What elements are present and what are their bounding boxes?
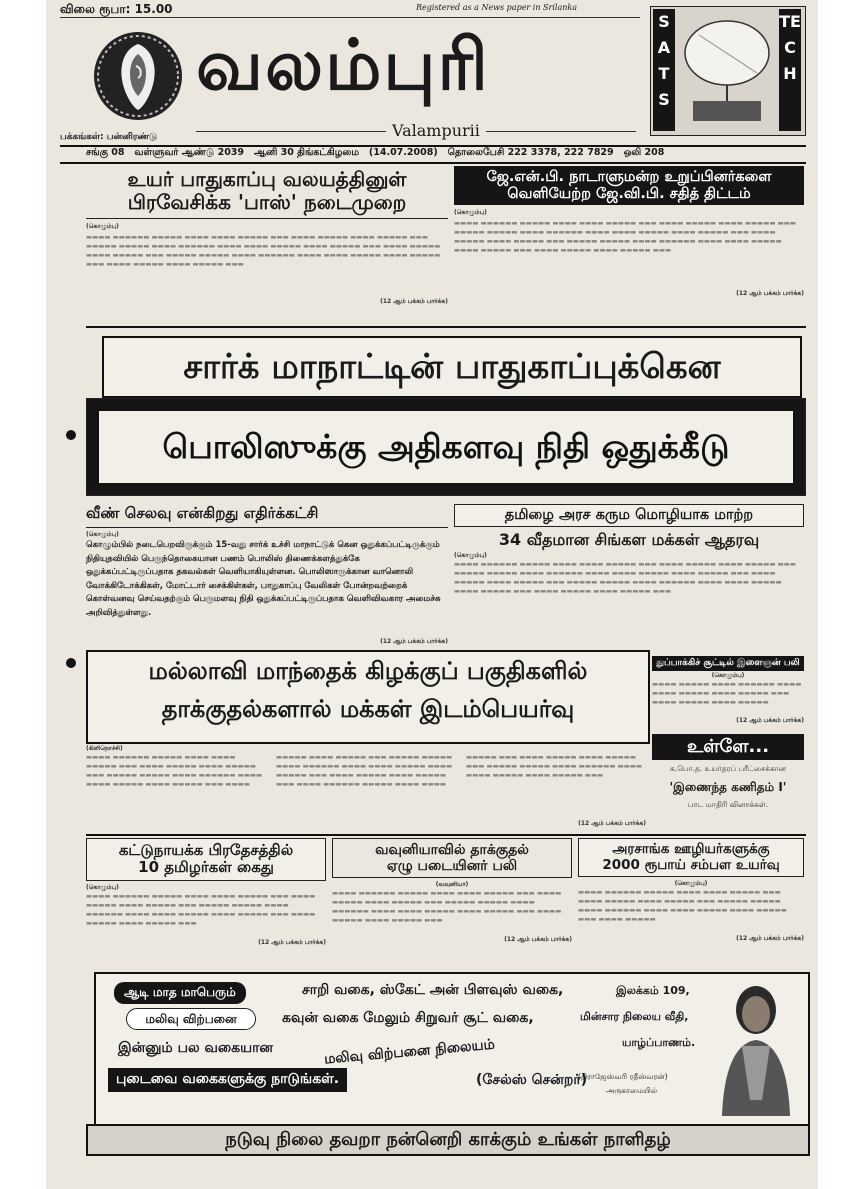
footer-slogan: நடுவு நிலை தவறா நன்னெறி காக்கும் உங்கள் நாளிதழ் [225,1129,671,1150]
tech-label [779,9,801,131]
masthead-rule-right [486,131,636,132]
story2-headline-1: ஜே.என்.பி. நாடாளுமன்ற உறுப்பினர்களை [486,169,772,185]
story8-dateline: (வவுனியா) [435,881,469,889]
story2-headline-2: வெளியேற்ற ஜே.வி.பி. சதித் திட்டம் [507,185,751,202]
story-opposition [86,504,448,652]
story7-dateline: (கொழும்பு) [86,883,119,891]
inside-line-1: க.பொ.த. உயர்தரப் பரீட்சைக்கான [670,764,786,773]
story8-headline-box [332,838,572,878]
inside-highlight: 'இணைந்த கணிதம் I' [669,780,787,794]
story2-headline-box [454,166,804,205]
story5-body-text: ▬▬▬▬ ▬▬▬▬▬▬ ▬▬▬▬▬ ▬▬▬▬ ▬▬▬▬ ▬▬▬▬▬ ▬▬▬ ▬▬▬▬ ▬▬▬▬▬ ▬▬▬▬ ▬▬▬▬▬ ▬▬▬ ▬▬▬▬▬ ▬▬▬▬▬ ▬▬▬▬ ▬▬▬▬▬▬ ▬▬▬▬ ▬▬▬▬ ▬▬▬▬▬ ▬▬▬▬ ▬▬▬▬▬ ▬▬▬ ▬▬▬▬ ▬▬▬▬▬ ▬▬▬▬ ▬▬▬▬▬ ▬▬▬ ▬▬▬▬▬ ▬▬▬▬▬ ▬▬▬▬ ▬▬▬▬▬▬ ▬▬▬▬ ▬▬▬▬ ▬▬▬▬▬ ▬▬▬▬ ▬▬▬▬▬ ▬▬▬ ▬▬▬▬ ▬▬▬▬▬ ▬▬▬▬ ▬▬▬▬▬ ▬▬▬ ▬▬▬▬ ▬▬▬▬▬▬ ▬▬▬▬▬ ▬▬▬▬ ▬▬▬▬ ▬▬▬▬▬ ▬▬▬ ▬▬▬▬ ▬▬▬▬▬ ▬▬▬▬ ▬▬▬▬▬ ▬▬▬ ▬▬▬▬▬ ▬▬▬▬▬ ▬▬▬▬ ▬▬▬▬▬▬ ▬▬▬▬ ▬▬▬▬ ▬▬▬▬▬ ▬▬▬▬ ▬▬▬▬▬ ▬▬▬ [86,753,643,788]
sats-label [653,9,675,131]
story8-continued: (12 ஆம் பக்கம் பார்க்க) [504,936,572,944]
advert-address-3: யாழ்ப்பாணம். [622,1036,696,1049]
advert-address-2: மின்சார நிலைய வீதி, [580,1010,689,1023]
issue-rule-bottom [60,162,806,164]
story5-headline-2: தாக்குதல்களால் மக்கள் இடம்பெயர்வு [161,694,575,723]
advert-shop: மலிவு விற்பனை நிலையம் [323,1036,496,1068]
story1-body-text: ▬▬▬▬ ▬▬▬▬▬▬ ▬▬▬▬▬ ▬▬▬▬ ▬▬▬▬ ▬▬▬▬▬ ▬▬▬ ▬▬▬▬ ▬▬▬▬▬ ▬▬▬▬ ▬▬▬▬▬ ▬▬▬ ▬▬▬▬▬ ▬▬▬▬▬ ▬▬▬▬ ▬▬▬▬▬▬ ▬▬▬▬ ▬▬▬▬ ▬▬▬▬▬ ▬▬▬▬ ▬▬▬▬▬ ▬▬▬ ▬▬▬▬ ▬▬▬▬▬ ▬▬▬▬ ▬▬▬▬▬ ▬▬▬ ▬▬▬▬▬ ▬▬▬▬▬ ▬▬▬▬ ▬▬▬▬▬▬ ▬▬▬▬ ▬▬▬▬ ▬▬▬▬▬ ▬▬▬▬ ▬▬▬▬▬ ▬▬▬ ▬▬▬▬ ▬▬▬▬▬ ▬▬▬▬ ▬▬▬▬▬ ▬▬▬ [86,233,441,268]
masthead-title: வலம்புரி [196,24,490,106]
inside-title: உள்ளே... [652,734,804,760]
bullet-dot [66,430,76,440]
footer-slogan-box [86,1124,810,1156]
story1-dateline: (கொழும்பு) [86,223,119,230]
story-salary-increase [578,838,804,968]
masthead-english: Valampurii [392,121,480,140]
price-label: விலை ரூபா: 15.00 [60,2,173,16]
lower-rule [86,834,806,836]
story3-dateline: (கொழும்பு) [86,531,119,538]
story1-continued: (12 ஆம் பக்கம் பார்க்க) [380,298,448,305]
bullet-dot-2 [66,658,76,668]
sats-text: SATS [657,12,671,109]
story6-dateline: (கொழும்பு) [711,672,745,679]
advert-shop-en: (சேல்ஸ் சென்றர்) [476,1072,588,1088]
story5-headline-box [86,650,650,744]
story5-body [86,744,646,832]
story9-headline-box [578,838,804,877]
advert-box [94,972,810,1126]
tech-text: TECH [779,12,801,83]
story5-dateline: (கிளிநொச்சி) [86,745,123,752]
advert-line-1: சாறி வகை, ஸ்கேட் அன் பிளவுஸ் வகை, [302,982,564,998]
story-jvp-plot [454,166,804,323]
issue-line: சங்கு 08 வள்ளுவர் ஆண்டு 2039 ஆனி 30 திங்கட்கிழமை (14.07.2008) தொலைபேசி 222 3378, 222 7829 ஒலி 208 [86,147,665,158]
story4-body-text: ▬▬▬▬ ▬▬▬▬▬▬ ▬▬▬▬▬ ▬▬▬▬ ▬▬▬▬ ▬▬▬▬▬ ▬▬▬ ▬▬▬▬ ▬▬▬▬▬ ▬▬▬▬ ▬▬▬▬▬ ▬▬▬ ▬▬▬▬▬ ▬▬▬▬▬ ▬▬▬▬ ▬▬▬▬▬▬ ▬▬▬▬ ▬▬▬▬ ▬▬▬▬▬ ▬▬▬▬ ▬▬▬▬▬ ▬▬▬ ▬▬▬▬ ▬▬▬▬▬ ▬▬▬▬ ▬▬▬▬▬ ▬▬▬ ▬▬▬▬▬ ▬▬▬▬▬ ▬▬▬▬ ▬▬▬▬▬▬ ▬▬▬▬ ▬▬▬▬ ▬▬▬▬▬ ▬▬▬▬ ▬▬▬▬▬ ▬▬▬ ▬▬▬▬ ▬▬▬▬▬ ▬▬▬▬ ▬▬▬▬▬ ▬▬▬ [454,560,797,596]
advert-tag-2: மலிவு விற்பனை [126,1008,256,1030]
story8-headline-2: ஏழு படையினர் பலி [386,858,518,875]
story5-continued: (12 ஆம் பக்கம் பார்க்க) [578,820,646,827]
advert-tag-1: ஆடி மாத மாபெரும் [114,982,246,1004]
story9-headline-1: அரசாங்க ஊழியர்களுக்கு [612,841,770,857]
story4-headline-1 [454,504,804,527]
satellite-dish-icon [679,15,775,125]
inside-line-2: பாட மாதிரி வினாக்கள். [687,800,769,809]
lead-headline-2-plate [97,409,795,485]
story-pass-system [86,166,448,323]
story-shooting [652,656,804,728]
story4-headline-1-text: தமிழை அரச கரும மொழியாக மாற்ற [504,507,754,523]
story7-headline-2: 10 தமிழர்கள் கைது [138,858,274,877]
story2-dateline: (கொழும்பு) [454,209,487,217]
advert-line-3: இன்னும் பல வகையான [118,1040,273,1056]
lead-headline-box-2 [86,398,806,496]
advert-owner: (திராஜேஸ்வரி ரதீஸ்வரன்) [578,1072,668,1081]
story-katunayake [86,838,326,968]
story4-headline-2: 34 வீதமான சிங்கள மக்கள் ஆதரவு [498,529,760,549]
story8-headline-1: வவுனியாவில் தாக்குதல் [375,842,529,858]
lead-headline-box-1 [102,336,802,398]
story8-body-text: ▬▬▬▬ ▬▬▬▬▬▬ ▬▬▬▬▬ ▬▬▬▬ ▬▬▬▬ ▬▬▬▬▬ ▬▬▬ ▬▬▬▬ ▬▬▬▬▬ ▬▬▬▬ ▬▬▬▬▬ ▬▬▬ ▬▬▬▬▬ ▬▬▬▬▬ ▬▬▬▬ ▬▬▬▬▬▬ ▬▬▬▬ ▬▬▬▬ ▬▬▬▬▬ ▬▬▬▬ ▬▬▬▬▬ ▬▬▬ ▬▬▬▬ ▬▬▬▬▬ ▬▬▬▬ ▬▬▬▬▬ ▬▬▬ [332,889,562,925]
story5-headline-1: மல்லாவி மாந்தைக் கிழக்குப் பகுதிகளில் [148,657,588,685]
advert-owner-role: அருகாமையில் [606,1086,658,1095]
advert-address-1: இலக்கம் 109, [616,984,690,997]
story6-headline: துப்பாக்கிச் சூட்டில் இளைஞன் பலி [652,656,804,671]
story7-continued: (12 ஆம் பக்கம் பார்க்க) [258,938,326,946]
lead-headline-2: பொலிஸுக்கு அதிகளவு நிதி ஒதுக்கீடு [162,427,730,466]
masthead-rule-left [196,131,386,132]
advert-line-4: புடைவை வகைகளுக்கு நாடுங்கள். [108,1068,347,1092]
story-vavuniya [332,838,572,968]
story9-continued: (12 ஆம் பக்கம் பார்க்க) [736,935,804,943]
newspaper-page [46,0,818,1189]
sats-tech-ad [650,6,806,136]
story7-headline-1: கட்டுநாயக்க பிரதேசத்தில் [118,841,294,859]
story2-continued: (12 ஆம் பக்கம் பார்க்க) [736,290,804,298]
story7-headline-box [86,838,326,881]
advert-line-2: கவுன் வகை மேலும் சிறுவர் சூட் வகை, [282,1010,534,1026]
story2-body-text: ▬▬▬▬ ▬▬▬▬▬▬ ▬▬▬▬▬ ▬▬▬▬ ▬▬▬▬ ▬▬▬▬▬ ▬▬▬ ▬▬▬▬ ▬▬▬▬▬ ▬▬▬▬ ▬▬▬▬▬ ▬▬▬ ▬▬▬▬▬ ▬▬▬▬▬ ▬▬▬▬ ▬▬▬▬▬▬ ▬▬▬▬ ▬▬▬▬ ▬▬▬▬▬ ▬▬▬▬ ▬▬▬▬▬ ▬▬▬ ▬▬▬▬ ▬▬▬▬▬ ▬▬▬▬ ▬▬▬▬▬ ▬▬▬ ▬▬▬▬▬ ▬▬▬▬▬ ▬▬▬▬ ▬▬▬▬▬▬ ▬▬▬▬ ▬▬▬▬ ▬▬▬▬▬ ▬▬▬▬ ▬▬▬▬▬ ▬▬▬ ▬▬▬▬ ▬▬▬▬▬ ▬▬▬▬ ▬▬▬▬▬ ▬▬▬ [454,219,797,255]
story9-headline-2: 2000 ரூபாய் சம்பள உயர்வு [602,856,780,873]
conch-logo [92,30,184,122]
story3-body: கொழும்பில் நடைபெறவிருக்கும் 15-வது சார்க் உச்சி மாநாட்டுக் கென ஒதுக்கப்பட்டிருக்கும் நிதியுதவியில் பெருந்தொகையான பணம் பொலிஸ் திணைக்களத்துக்கே ஒதுக்கப்பட்டிருப்பதாக தகவல்கள் வெளியாகியுள்ளன. பொலிஸாருக்கான வானொலி வோக்கிடோக்கிகள், மோட்டார் சைக்கிள்கள், பாதுகாப்பு வேலிகள் போன்றவற்றைக் கொள்வனவு செய்வதற்கும் பெருமளவு நிதி ஒதுக்கப்பட்டிருப்பதாக வெளிவிவகார அமைச்சு அறிவித்துள்ளது. [86,540,441,618]
lead-headline-1: சார்க் மாநாட்டின் பாதுகாப்புக்கென [183,347,721,387]
story7-body-text: ▬▬▬▬ ▬▬▬▬▬▬ ▬▬▬▬▬ ▬▬▬▬ ▬▬▬▬ ▬▬▬▬▬ ▬▬▬ ▬▬▬▬ ▬▬▬▬▬ ▬▬▬▬ ▬▬▬▬▬ ▬▬▬ ▬▬▬▬▬ ▬▬▬▬▬ ▬▬▬▬ ▬▬▬▬▬▬ ▬▬▬▬ ▬▬▬▬ ▬▬▬▬▬ ▬▬▬▬ ▬▬▬▬▬ ▬▬▬ ▬▬▬▬ ▬▬▬▬▬ ▬▬▬▬ ▬▬▬▬▬ ▬▬▬ [86,891,316,927]
registration-note: Registered as a News paper in Srilanka [416,3,578,12]
story1-headline-1: உயர் பாதுகாப்பு வலயத்தினுள் [127,167,407,191]
story6-continued: (12 ஆம் பக்கம் பார்க்க) [736,717,804,724]
inside-box [652,734,804,830]
story1-headline-2: பிரவேசிக்க 'பாஸ்' நடைமுறை [86,191,448,219]
story6-body-text: ▬▬▬▬ ▬▬▬▬▬ ▬▬▬▬ ▬▬▬▬▬▬ ▬▬▬▬ ▬▬▬▬ ▬▬▬▬▬ ▬▬▬▬ ▬▬▬▬▬ ▬▬▬ ▬▬▬▬ ▬▬▬▬▬ ▬▬▬▬ ▬▬▬▬▬ [652,680,802,706]
woman-portrait-illustration [712,980,800,1116]
story3-headline: வீண் செலவு என்கிறது எதிர்க்கட்சி [86,504,448,528]
story4-dateline: (கொழும்பு) [454,552,487,560]
story9-body-text: ▬▬▬▬ ▬▬▬▬▬▬ ▬▬▬▬▬ ▬▬▬▬ ▬▬▬▬ ▬▬▬▬▬ ▬▬▬ ▬▬▬▬ ▬▬▬▬▬ ▬▬▬▬ ▬▬▬▬▬ ▬▬▬ ▬▬▬▬▬ ▬▬▬▬▬ ▬▬▬▬ ▬▬▬▬▬▬ ▬▬▬▬ ▬▬▬▬ ▬▬▬▬▬ ▬▬▬▬ ▬▬▬▬▬ ▬▬▬ ▬▬▬▬ ▬▬▬▬▬ [578,888,787,924]
page-count: பக்கங்கள்: பன்னிரண்டு [60,132,158,142]
story3-continued: (12 ஆம் பக்கம் பார்க்க) [380,638,448,645]
story9-dateline: (கொழும்பு) [674,880,708,888]
story-tamil-official-language [454,504,804,652]
lead-rule-top [86,326,806,328]
